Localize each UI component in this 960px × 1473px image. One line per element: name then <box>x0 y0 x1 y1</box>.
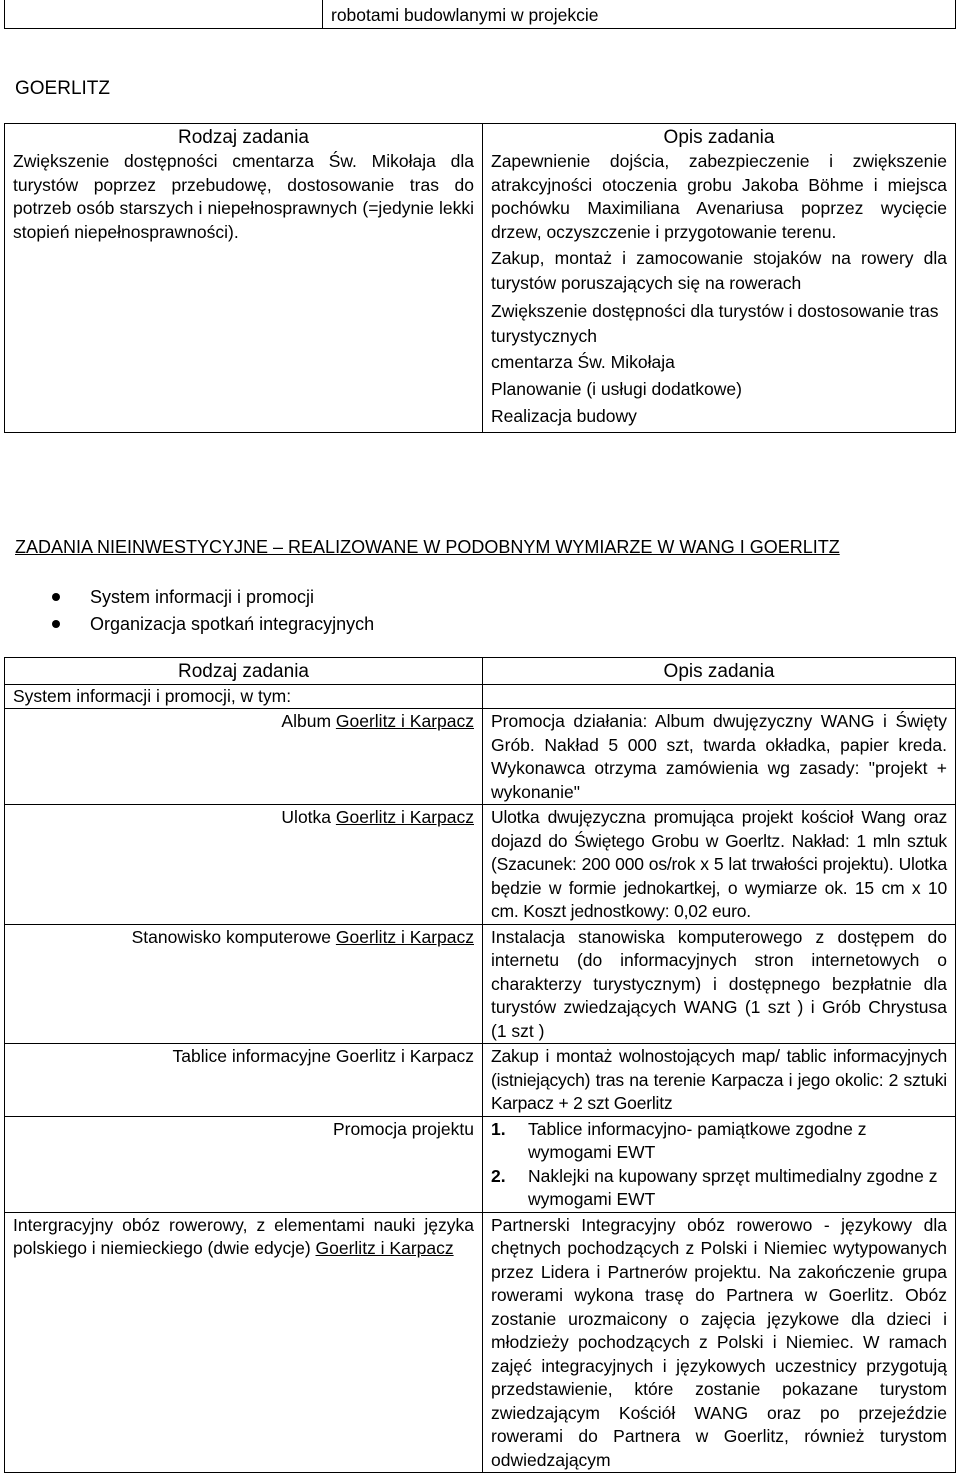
noninvest-table <box>4 657 956 1473</box>
promo-list <box>491 1118 947 1212</box>
camp-description: Partnerski Integracyjny obóz rowerowo - językowy dla chętnych pochodzących z Polski i Niemiec wytypowanych przez Lidera i Partnerów projektu. Na zakończenie grupa rowerami wykona trasę do Partnera w Goerlitz. Obóz zostanie urozmaicony o zajęcia językowe dla dzieci i młodzieży pochodzących z Polski i Niemiec. W ramach zajęć integracyjnych i językowych uczestnicy przygotują przedstawienie, które zostanie pokazane turystom zwiedzającym Kościół WANG oraz po przejeździe rowerami do Partnera w Goerlitz, również turystom odwiedzającym <box>491 1214 947 1470</box>
album-link[interactable]: Goerlitz i Karpacz <box>335 711 474 731</box>
noninvest-heading-text: ZADANIA NIEINWESTYCYJNE – REALIZOWANE W PODOBNYM WYMIARZE W WANG I GOERLITZ <box>15 537 840 557</box>
promo-item-number: 1. <box>491 1118 506 1139</box>
noninvest-col1-header <box>5 658 483 685</box>
goerlitz-col1-text: Zwiększenie dostępności cmentarza Św. Mikołaja dla turystów poprzez przebudowę, dostosowanie tras do potrzeb osób starszych i niepełnosprawnych (=jedynie lekki stopień niepełnosprawności). <box>13 151 474 242</box>
leaflet-link[interactable]: Goerlitz i Karpacz <box>335 807 474 827</box>
boards-left-cell <box>5 1044 483 1117</box>
bullet-item: System informacji i promocji <box>50 584 374 611</box>
computer-link[interactable]: Goerlitz i Karpacz <box>335 926 474 947</box>
noninvest-bullet-list <box>50 584 374 638</box>
goerlitz-col2-p4: cmentarza Św. Mikołaja <box>491 352 675 372</box>
boards-right-cell <box>483 1044 956 1117</box>
camp-link[interactable]: Goerlitz i Karpacz <box>315 1238 454 1258</box>
goerlitz-right-cell <box>483 124 956 433</box>
goerlitz-col2-p1: Zapewnienie dojścia, zabezpieczenie i zwiększenie atrakcyjności otoczenia grobu Jakoba Böhme i miejsca pochówku Maximiliana Avenariusa poprzez wycięcie drzew, oczyszczenie i przygotowanie terenu. <box>491 151 947 242</box>
goerlitz-col2-p2: Zakup, montaż i zamocowanie stojaków na rowery dla turystów poruszających się na rowerach <box>491 248 947 293</box>
camp-label: Intergracyjny obóz rowerowy, z elementami nauki języka polskiego i niemieckiego (dwie edycje) <box>13 1214 474 1258</box>
promo-item-number: 2. <box>491 1165 506 1186</box>
goerlitz-col2-p6: Realizacja budowy <box>491 406 637 426</box>
promo-item-text: Tablice informacyjno- pamiątkowe zgodne z wymogami EWT <box>528 1118 867 1162</box>
boards-description: Zakup i montaż wolnostojących map/ tablic informacyjnych (istniejących) tras na terenie Karpacza i jego okolic: 2 sztuki Karpacz + 2 szt Goerlitz <box>491 1046 947 1113</box>
goerlitz-col2-p5: Planowanie (i usługi dodatkowe) <box>491 379 742 399</box>
bullet-item: Organizacja spotkań integracyjnych <box>50 611 374 638</box>
group-title-empty-cell <box>483 684 956 709</box>
group-title-cell <box>5 684 483 709</box>
computer-label: Stanowisko komputerowe <box>131 926 336 947</box>
goerlitz-left-cell <box>5 124 483 433</box>
promo-right-cell <box>483 1116 956 1212</box>
promo-list-item <box>491 1165 947 1212</box>
boards-label: Tablice informacyjne Goerlitz i Karpacz <box>172 1046 474 1066</box>
album-right-cell <box>483 709 956 805</box>
promo-label: Promocja projektu <box>332 1118 474 1139</box>
promo-item-text: Naklejki na kupowany sprzęt multimedialny zgodne z wymogami EWT <box>528 1165 938 1209</box>
album-label: Album <box>281 711 336 731</box>
leaflet-right-cell <box>483 805 956 925</box>
leaflet-left-cell <box>5 805 483 925</box>
computer-description: Instalacja stanowiska komputerowego z dostępem do internetu (do informacyjnych stron internetowych o charakterzy turystycznym) i dostępnego bezpłatnie dla turystów zwiedzających WANG (1 szt ) i Grób Chrystusa (1 szt ) <box>491 926 947 1041</box>
noninvest-col2-header <box>483 658 956 685</box>
leaflet-label: Ulotka <box>281 807 336 827</box>
computer-right-cell <box>483 924 956 1044</box>
noninvest-col1-header-text: Rodzaj zadania <box>178 661 309 682</box>
top-table <box>4 0 956 29</box>
camp-left-cell <box>5 1212 483 1473</box>
goerlitz-table <box>4 123 956 433</box>
album-description: Promocja działania: Album dwujęzyczny WANG i Święty Grób. Nakład 5 000 szt, twarda okładka, papier kreda. Wykonawca otrzyma zamówienia wg zasady: "projekt + wykonanie" <box>491 711 947 802</box>
top-table-text: robotami budowlanymi w projekcie <box>331 5 599 25</box>
goerlitz-col2-header: Opis zadania <box>663 127 775 148</box>
goerlitz-col2-p3: Zwiększenie dostępności dla turystów i dostosowanie tras turystycznych <box>491 301 939 346</box>
goerlitz-heading: GOERLITZ <box>15 78 111 99</box>
leaflet-description: Ulotka dwujęzyczna promująca projekt kościoł Wang oraz dojazd do Świętego Grobu w Goerltz. Nakład: 1 mln sztuk (Szacunek: 200 000 os/rok x 5 lat trwałości projektu). Ulotka będzie w formie jednokartkej, o wymiarze ok. 15 cm x 10 cm. Koszt jednostkowy: 0,02 euro. <box>491 807 947 921</box>
noninvest-heading <box>15 536 840 560</box>
top-table-right-cell <box>323 0 956 29</box>
album-left-cell <box>5 709 483 805</box>
promo-left-cell <box>5 1116 483 1212</box>
computer-left-cell <box>5 924 483 1044</box>
noninvest-col2-header-text: Opis zadania <box>663 661 775 682</box>
top-table-left-cell <box>5 0 323 29</box>
promo-list-item <box>491 1118 947 1165</box>
goerlitz-col1-header: Rodzaj zadania <box>178 127 309 148</box>
group-title: System informacji i promocji, w tym: <box>13 685 292 706</box>
camp-right-cell <box>483 1212 956 1473</box>
